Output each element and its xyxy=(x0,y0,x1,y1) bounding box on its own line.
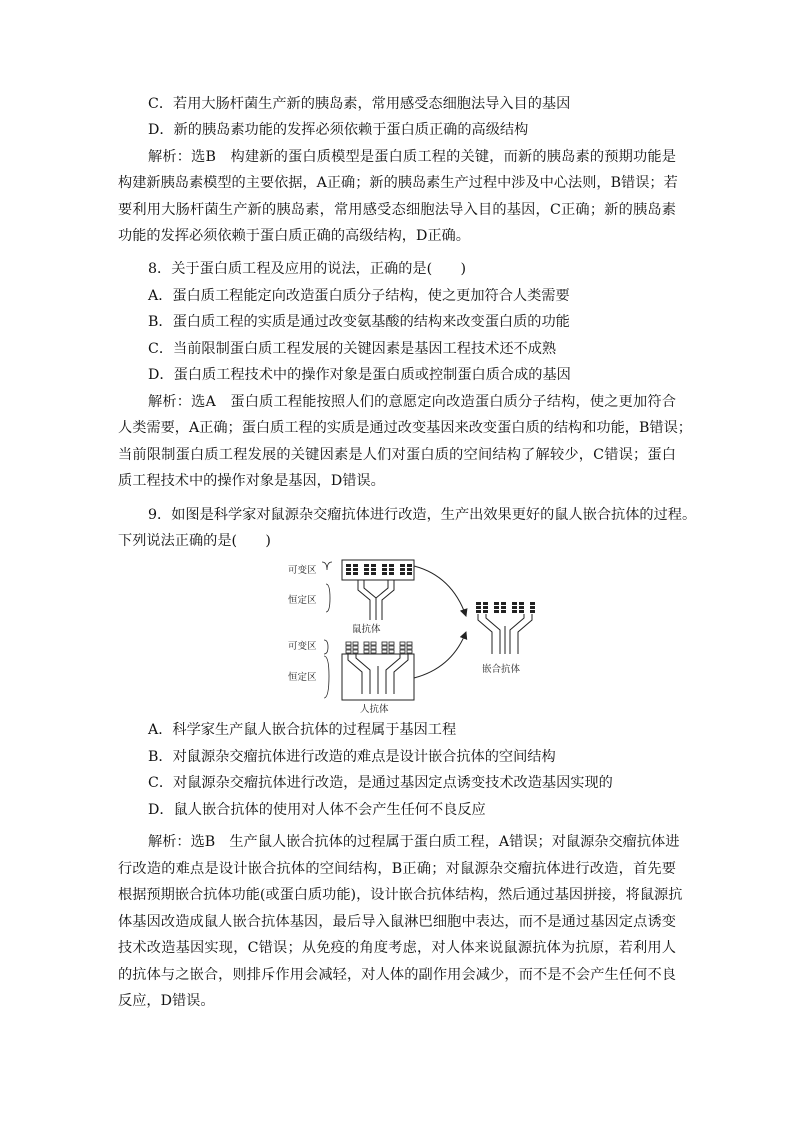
antibody-figure xyxy=(280,556,540,716)
q8-option-b: B．蛋白质工程的实质是通过改变氨基酸的结构来改变蛋白质的功能 xyxy=(148,314,570,330)
constant-region-label-bottom: 恒定区 xyxy=(288,672,317,683)
q9-option-b: B．对鼠源杂交瘤抗体进行改造的难点是设计嵌合抗体的空间结构 xyxy=(148,749,556,765)
variable-region-label-bottom: 可变区 xyxy=(288,641,317,652)
human-antibody-label: 人抗体 xyxy=(360,704,389,715)
q8-analysis-line-3: 当前限制蛋白质工程发展的关键因素是人们对蛋白质的空间结构了解较少，C错误；蛋白 xyxy=(118,447,676,463)
q9-analysis-line-5: 技术改造基因实现，C错误；从免疫的角度考虑，对人体来说鼠源抗体为抗原，若利用人 xyxy=(118,940,676,956)
q9-option-c: C．对鼠源杂交瘤抗体进行改造，是通过基因定点诱变技术改造基因实现的 xyxy=(148,775,613,791)
q8-stem: 8．关于蛋白质工程及应用的说法，正确的是( ) xyxy=(148,261,467,277)
q7-option-d: D．新的胰岛素功能的发挥必须依赖于蛋白质正确的高级结构 xyxy=(148,122,529,138)
q7-analysis-line-4: 功能的发挥必须依赖于蛋白质正确的高级结构，D正确。 xyxy=(118,228,470,244)
chimeric-constant-region xyxy=(478,614,532,654)
human-constant-region xyxy=(348,654,408,694)
q9-analysis-line-1: 解析：选B 生产鼠人嵌合抗体的过程属于蛋白质工程，A错误；对鼠源杂交瘤抗体进 xyxy=(148,834,680,850)
q9-analysis-line-4: 体基因改造成鼠人嵌合抗体基因，最后导入鼠淋巴细胞中表达，而不是通过基因定点诱变 xyxy=(118,914,676,930)
q8-analysis-line-1: 解析：选A 蛋白质工程能按照人们的意愿定向改造蛋白质分子结构，使之更加符合 xyxy=(148,394,676,410)
variable-region-label-top: 可变区 xyxy=(288,565,317,576)
q9-stem-line-1: 9．如图是科学家对鼠源杂交瘤抗体进行改造，生产出效果更好的鼠人嵌合抗体的过程。 xyxy=(148,507,697,523)
mouse-antibody-diagram xyxy=(342,560,414,635)
mouse-variable-bars xyxy=(346,564,412,575)
q8-option-d: D．蛋白质工程技术中的操作对象是蛋白质或控制蛋白质合成的基因 xyxy=(148,367,571,383)
chimeric-antibody-diagram xyxy=(476,602,535,675)
q9-analysis-line-7: 反应，D错误。 xyxy=(118,993,215,1009)
constant-region-label-top: 恒定区 xyxy=(288,595,317,606)
q7-option-c: C．若用大肠杆菌生产新的胰岛素，常用感受态细胞法导入目的基因 xyxy=(148,96,571,112)
q9-analysis-line-2: 行改造的难点是设计嵌合抗体的空间结构，B正确；对鼠源杂交瘤抗体进行改造，首先要 xyxy=(118,861,676,877)
human-antibody-diagram xyxy=(342,642,414,715)
mouse-constant-region xyxy=(358,580,394,620)
q7-analysis-line-2: 构建新胰岛素模型的主要依据，A正确；新的胰岛素生产过程中涉及中心法则，B错误；若 xyxy=(118,175,678,191)
q9-option-a: A．科学家生产鼠人嵌合抗体的过程属于基因工程 xyxy=(148,722,457,738)
mouse-antibody-label: 鼠抗体 xyxy=(352,624,381,635)
q7-analysis-line-3: 要利用大肠杆菌生产新的胰岛素，常用感受态细胞法导入目的基因，C正确；新的胰岛素 xyxy=(118,202,676,218)
chimeric-antibody-label: 嵌合抗体 xyxy=(482,664,521,675)
human-variable-bars xyxy=(346,642,412,653)
q8-option-a: A．蛋白质工程能定向改造蛋白质分子结构，使之更加符合人类需要 xyxy=(148,288,570,304)
q9-stem-line-2: 下列说法正确的是( ) xyxy=(118,533,271,549)
q9-option-d: D．鼠人嵌合抗体的使用对人体不会产生任何不良反应 xyxy=(148,802,486,818)
q9-analysis-line-6: 的抗体与之嵌合，则排斥作用会减轻，对人体的副作用会减少，而不是不会产生任何不良 xyxy=(118,967,676,983)
q8-option-c: C．当前限制蛋白质工程发展的关键因素是基因工程技术还不成熟 xyxy=(148,341,557,357)
q9-analysis-line-3: 根据预期嵌合抗体功能(或蛋白质功能)，设计嵌合抗体结构，然后通过基因拼接，将鼠源抗 xyxy=(118,887,683,903)
chimeric-variable-bars xyxy=(476,602,535,613)
arrow-from-mouse xyxy=(414,566,466,616)
q7-analysis-line-1: 解析：选B 构建新的蛋白质模型是蛋白质工程的关键，而新的胰岛素的预期功能是 xyxy=(148,149,676,165)
q8-analysis-line-2: 人类需要，A正确；蛋白质工程的实质是通过改变基因来改变蛋白质的结构和功能，B错误； xyxy=(118,420,692,436)
q8-analysis-line-4: 质工程技术中的操作对象是基因，D错误。 xyxy=(118,473,385,489)
arrow-from-human xyxy=(414,632,466,678)
